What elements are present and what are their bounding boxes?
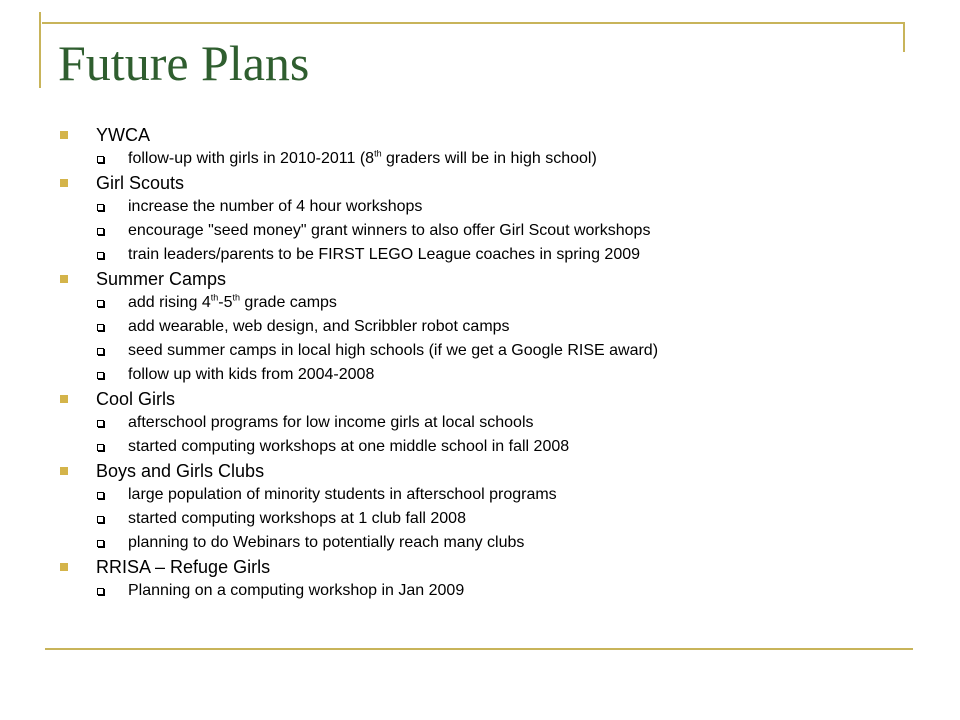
hollow-square-bullet-icon bbox=[97, 204, 104, 211]
section-heading-text: Summer Camps bbox=[96, 269, 227, 289]
sub-item-text: started computing workshops at one middle school in fall 2008 bbox=[128, 438, 570, 455]
hollow-square-bullet-icon bbox=[97, 540, 104, 547]
hollow-square-bullet-icon bbox=[97, 492, 104, 499]
section-heading-text: YWCA bbox=[96, 125, 150, 145]
section-heading-text: RRISA – Refuge Girls bbox=[96, 557, 271, 577]
sub-item-text: increase the number of 4 hour workshops bbox=[128, 198, 423, 215]
sub-item-text: encourage "seed money" grant winners to also offer Girl Scout workshops bbox=[128, 222, 651, 239]
right-rule bbox=[903, 22, 905, 52]
hollow-square-bullet-icon bbox=[97, 252, 104, 259]
section-heading-text: Cool Girls bbox=[96, 389, 176, 409]
sub-item bbox=[60, 411, 940, 435]
superscript: th bbox=[374, 148, 382, 159]
section-heading bbox=[60, 267, 940, 291]
sub-item-text: seed summer camps in local high schools (if we get a Google RISE award) bbox=[128, 342, 659, 359]
superscript: th bbox=[232, 292, 240, 303]
hollow-square-bullet-icon bbox=[97, 324, 104, 331]
sub-item-text: add wearable, web design, and Scribbler robot camps bbox=[128, 318, 510, 335]
sub-item bbox=[60, 363, 940, 387]
sub-item bbox=[60, 435, 940, 459]
sub-item-text: Planning on a computing workshop in Jan 2009 bbox=[128, 582, 465, 599]
sub-item bbox=[60, 339, 940, 363]
section-heading bbox=[60, 555, 940, 579]
square-bullet-icon bbox=[60, 467, 68, 475]
sub-item-text: follow-up with girls in 2010-2011 (8th graders will be in high school) bbox=[128, 148, 597, 167]
sub-item-text: started computing workshops at 1 club fall 2008 bbox=[128, 510, 466, 527]
sub-item bbox=[60, 483, 940, 507]
section-heading bbox=[60, 171, 940, 195]
superscript: th bbox=[210, 292, 219, 303]
sub-item bbox=[60, 195, 940, 219]
sub-item bbox=[60, 315, 940, 339]
sub-item-text: train leaders/parents to be FIRST LEGO League coaches in spring 2009 bbox=[128, 246, 641, 263]
sub-item bbox=[60, 507, 940, 531]
sub-item-text: large population of minority students in afterschool programs bbox=[128, 486, 557, 503]
section-heading-text: Girl Scouts bbox=[96, 173, 185, 193]
hollow-square-bullet-icon bbox=[97, 420, 104, 427]
bullet-list bbox=[60, 123, 940, 603]
hollow-square-bullet-icon bbox=[97, 444, 104, 451]
top-rule bbox=[42, 22, 904, 24]
bottom-rule bbox=[45, 648, 913, 650]
hollow-square-bullet-icon bbox=[97, 372, 104, 379]
hollow-square-bullet-icon bbox=[97, 516, 104, 523]
square-bullet-icon bbox=[60, 275, 68, 283]
hollow-square-bullet-icon bbox=[97, 156, 104, 163]
sub-item bbox=[60, 147, 940, 171]
section-heading bbox=[60, 387, 940, 411]
sub-item bbox=[60, 219, 940, 243]
hollow-square-bullet-icon bbox=[97, 348, 104, 355]
sub-item-text: afterschool programs for low income girls at local schools bbox=[128, 414, 534, 431]
square-bullet-icon bbox=[60, 563, 68, 571]
section-heading bbox=[60, 123, 940, 147]
hollow-square-bullet-icon bbox=[97, 588, 104, 595]
hollow-square-bullet-icon bbox=[97, 228, 104, 235]
square-bullet-icon bbox=[60, 131, 68, 139]
sub-item-text: planning to do Webinars to potentially reach many clubs bbox=[128, 534, 525, 551]
section-heading-text: Boys and Girls Clubs bbox=[96, 461, 265, 481]
slide-title: Future Plans bbox=[58, 35, 310, 91]
hollow-square-bullet-icon bbox=[97, 300, 104, 307]
square-bullet-icon bbox=[60, 395, 68, 403]
left-rule bbox=[39, 12, 41, 88]
square-bullet-icon bbox=[60, 179, 68, 187]
sub-item-text: follow up with kids from 2004-2008 bbox=[128, 366, 375, 383]
sub-item bbox=[60, 531, 940, 555]
sub-item bbox=[60, 243, 940, 267]
sub-item-text: add rising 4th-5th grade camps bbox=[128, 292, 337, 311]
sub-item bbox=[60, 579, 940, 603]
section-heading bbox=[60, 459, 940, 483]
sub-item bbox=[60, 291, 940, 315]
